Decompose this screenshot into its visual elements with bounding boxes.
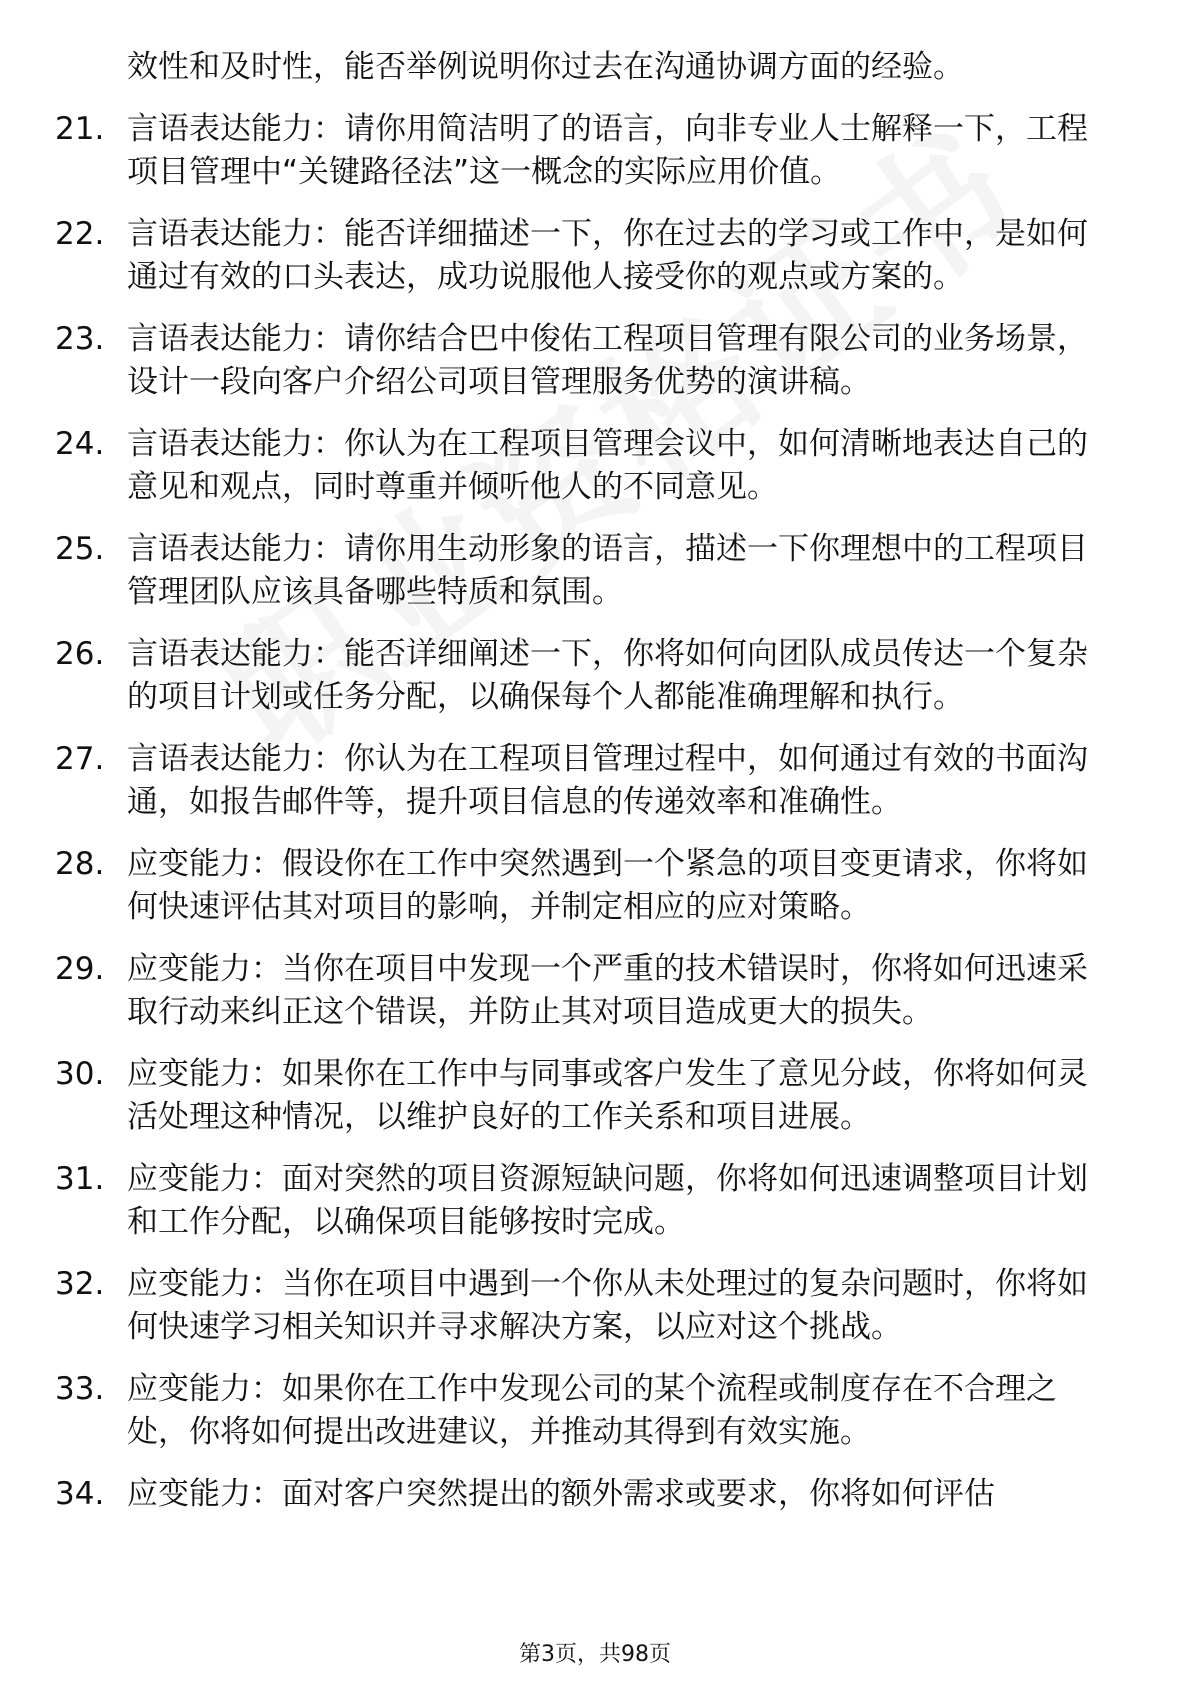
question-21 [0, 108, 1190, 194]
question-text: 言语表达能力：能否详细描述一下，你在过去的学习或工作中，是如何通过有效的口头表达，成功说服他人接受你的观点或方案的。 [127, 216, 1088, 295]
question-text: 应变能力：假设你在工作中突然遇到一个紧急的项目变更请求，你将如何快速评估其对项目的影响，并制定相应的应对策略。 [127, 846, 1088, 925]
question-22 [0, 213, 1190, 299]
question-33 [0, 1368, 1190, 1454]
question-text: 应变能力：面对客户突然提出的额外需求或要求，你将如何评估 [127, 1476, 995, 1512]
question-34 [0, 1473, 1190, 1516]
question-text: 言语表达能力：能否详细阐述一下，你将如何向团队成员传达一个复杂的项目计划或任务分配，以确保每个人都能准确理解和执行。 [127, 636, 1088, 715]
question-number: 21. [55, 111, 105, 147]
question-text: 言语表达能力：你认为在工程项目管理会议中，如何清晰地表达自己的意见和观点，同时尊重并倾听他人的不同意见。 [127, 426, 1088, 505]
question-number: 24. [55, 426, 105, 462]
question-text: 言语表达能力：请你用生动形象的语言，描述一下你理想中的工程项目管理团队应该具备哪些特质和氛围。 [127, 531, 1088, 610]
page-number-footer: 第3页，共98页 [519, 1642, 671, 1667]
question-number: 28. [55, 846, 105, 882]
question-23 [0, 318, 1190, 404]
continuation-line: 效性和及时性，能否举例说明你过去在沟通协调方面的经验。 [127, 49, 964, 85]
question-25 [0, 528, 1190, 614]
question-number: 33. [55, 1371, 105, 1407]
question-number: 30. [55, 1056, 105, 1092]
question-28 [0, 843, 1190, 929]
question-number: 22. [55, 216, 105, 252]
question-text: 言语表达能力：请你结合巴中俊佑工程项目管理有限公司的业务场景，设计一段向客户介绍公司项目管理服务优势的演讲稿。 [127, 321, 1088, 400]
question-number: 27. [55, 741, 105, 777]
question-32 [0, 1263, 1190, 1349]
question-number: 32. [55, 1266, 105, 1302]
question-24 [0, 423, 1190, 509]
question-text: 应变能力：如果你在工作中发现公司的某个流程或制度存在不合理之处，你将如何提出改进建议，并推动其得到有效实施。 [127, 1371, 1057, 1450]
question-text: 言语表达能力：请你用简洁明了的语言，向非专业人士解释一下，工程项目管理中“关键路径法”这一概念的实际应用价值。 [127, 111, 1088, 190]
question-29 [0, 948, 1190, 1034]
question-text: 应变能力：如果你在工作中与同事或客户发生了意见分歧，你将如何灵活处理这种情况，以维护良好的工作关系和项目进展。 [127, 1056, 1088, 1135]
question-number: 23. [55, 321, 105, 357]
question-text: 应变能力：当你在项目中遇到一个你从未处理过的复杂问题时，你将如何快速学习相关知识并寻求解决方案，以应对这个挑战。 [127, 1266, 1088, 1345]
question-number: 31. [55, 1161, 105, 1197]
question-31 [0, 1158, 1190, 1244]
question-number: 25. [55, 531, 105, 567]
question-text: 应变能力：面对突然的项目资源短缺问题，你将如何迅速调整项目计划和工作分配，以确保项目能够按时完成。 [127, 1161, 1088, 1240]
question-number: 34. [55, 1476, 105, 1512]
question-text: 言语表达能力：你认为在工程项目管理过程中，如何通过有效的书面沟通，如报告邮件等，提升项目信息的传递效率和准确性。 [127, 741, 1088, 820]
question-list [0, 108, 1190, 1535]
question-27 [0, 738, 1190, 824]
question-number: 29. [55, 951, 105, 987]
question-26 [0, 633, 1190, 719]
question-text: 应变能力：当你在项目中发现一个严重的技术错误时，你将如何迅速采取行动来纠正这个错误，并防止其对项目造成更大的损失。 [127, 951, 1088, 1030]
question-30 [0, 1053, 1190, 1139]
question-number: 26. [55, 636, 105, 672]
